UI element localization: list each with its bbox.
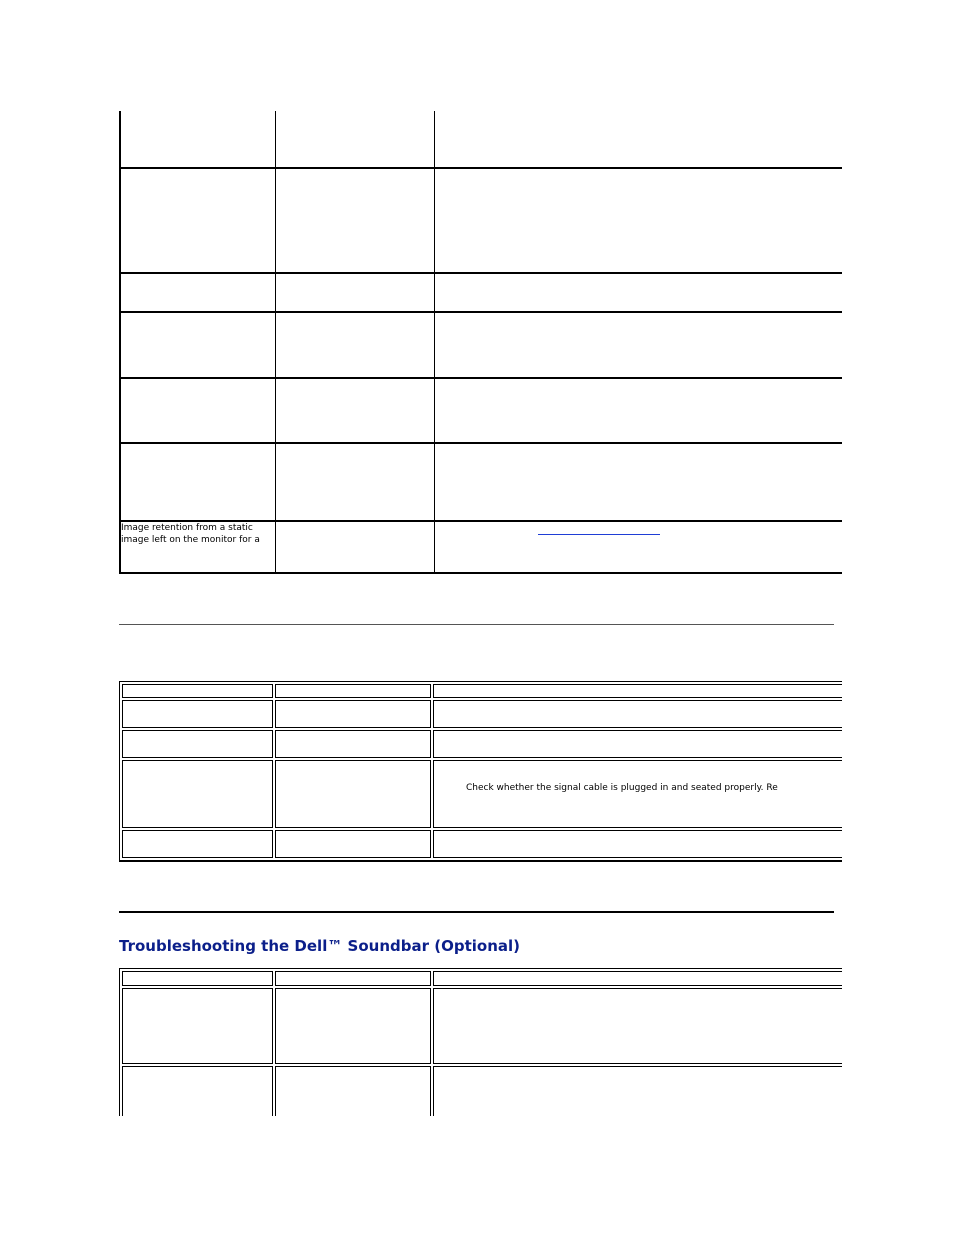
table-row — [122, 700, 842, 728]
table-cell — [275, 830, 431, 858]
table-cell — [122, 1066, 273, 1116]
table-row — [122, 760, 842, 828]
table-header-cell — [433, 971, 842, 986]
table-header-cell — [275, 684, 431, 698]
table-cell — [275, 988, 431, 1064]
link-underline[interactable] — [538, 534, 660, 535]
table-cell — [275, 1066, 431, 1116]
problem-description-line: image left on the monitor for a — [121, 535, 260, 545]
section-heading: Troubleshooting the Dell™ Soundbar (Optional) — [119, 937, 521, 955]
problem-description-cell — [121, 522, 276, 574]
table-header-row — [122, 684, 842, 698]
table-cell — [433, 730, 842, 758]
table-cell — [433, 830, 842, 858]
table-cell — [276, 169, 435, 274]
table-cell — [435, 313, 842, 379]
table-cell — [433, 1066, 842, 1116]
table-cell — [435, 169, 842, 274]
table-row — [121, 379, 842, 444]
table-cell — [122, 700, 273, 728]
table-cell — [121, 379, 276, 444]
table-cell — [121, 169, 276, 274]
table-header-cell — [122, 971, 273, 986]
solution-cell — [433, 760, 842, 828]
table-cell — [435, 379, 842, 444]
table-cell — [275, 760, 431, 828]
table-header-cell — [275, 971, 431, 986]
table-cell — [122, 730, 273, 758]
table-cell — [433, 988, 842, 1064]
table-row — [121, 274, 842, 313]
table-cell — [276, 313, 435, 379]
table-row — [122, 988, 842, 1064]
table-row — [121, 111, 842, 169]
table-row — [121, 313, 842, 379]
problem-description-line: Image retention from a static — [121, 523, 253, 533]
table-row — [121, 169, 842, 274]
table-cell — [275, 700, 431, 728]
table-cell — [276, 274, 435, 313]
table-cell — [435, 274, 842, 313]
table-cell — [122, 760, 273, 828]
table-cell — [433, 700, 842, 728]
table-cell — [435, 111, 842, 169]
section-divider — [119, 624, 834, 625]
table-cell — [435, 444, 842, 522]
table-row — [121, 522, 842, 574]
table-cell — [121, 111, 276, 169]
table-cell — [276, 444, 435, 522]
table-header-cell — [433, 684, 842, 698]
table-cell — [276, 111, 435, 169]
table-header-row — [122, 971, 842, 986]
table-cell — [121, 274, 276, 313]
table-cell — [121, 313, 276, 379]
table-cell — [121, 444, 276, 522]
table-cell — [122, 988, 273, 1064]
table-row — [122, 830, 842, 858]
table-header-cell — [122, 684, 273, 698]
table-row — [121, 444, 842, 522]
table-cell — [276, 522, 435, 574]
problems-table — [119, 111, 842, 582]
table-cell — [122, 830, 273, 858]
product-specific-problems-table — [119, 681, 842, 871]
table-row — [122, 730, 842, 758]
table-cell — [275, 730, 431, 758]
soundbar-troubleshooting-table — [119, 968, 842, 1116]
section-divider — [119, 911, 834, 913]
table-cell — [276, 379, 435, 444]
signal-cable-message: Check whether the signal cable is plugged in and seated properly. Re — [466, 783, 778, 793]
solution-cell — [435, 522, 842, 574]
table-row — [122, 1066, 842, 1116]
